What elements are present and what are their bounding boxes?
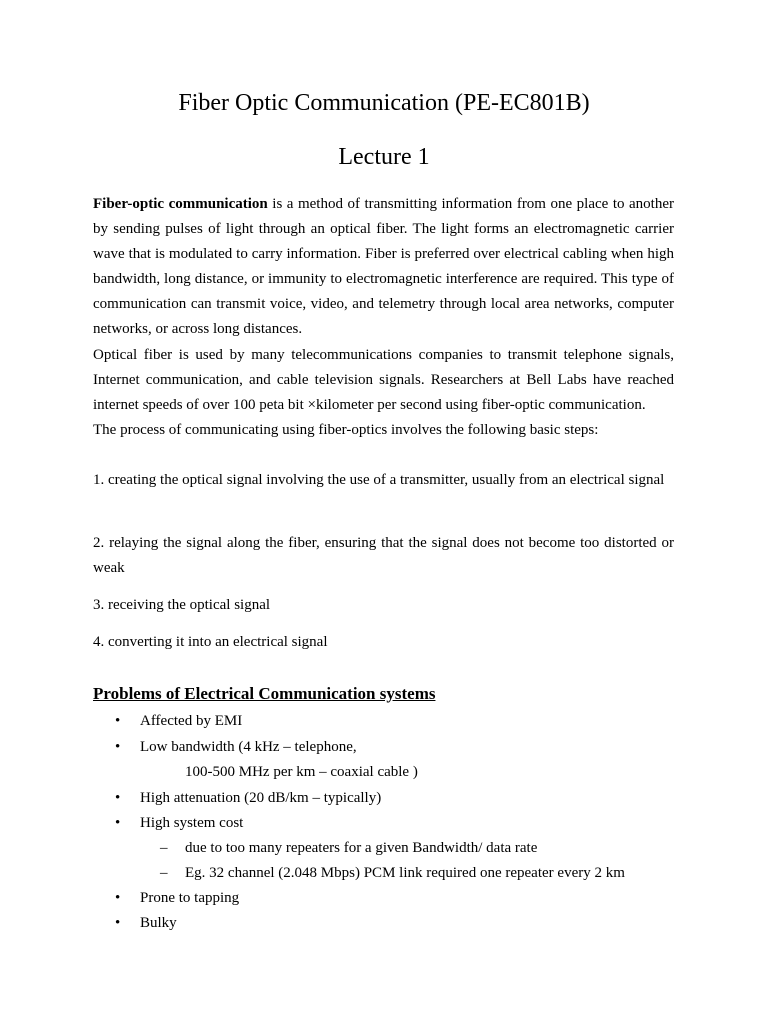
bullet-text: Low bandwidth (4 kHz – telephone, xyxy=(140,739,357,755)
dash-mark: – xyxy=(160,865,168,881)
intro-paragraph-3: The process of communicating using fiber-optics involves the following basic steps: xyxy=(93,421,599,438)
intro-paragraph-1 xyxy=(93,192,674,343)
dash-mark: – xyxy=(160,840,168,856)
document-title: Fiber Optic Communication (PE-EC801B) xyxy=(178,90,590,116)
sub-bullet-text: Eg. 32 channel (2.048 Mbps) PCM link required one repeater every 2 km xyxy=(185,865,625,881)
bullet-mark: • xyxy=(115,815,121,831)
intro-paragraph-2: Optical fiber is used by many telecommunications companies to transmit telephone signals, Internet communication, and cable television signals. Researchers at Bell Labs have reached internet speeds of over 100 peta bit ×kilometer per second using fiber-optic communication. xyxy=(93,346,674,413)
step-item: 2. relaying the signal along the fiber, ensuring that the signal does not become too distorted or weak xyxy=(93,535,674,576)
bullet-mark: • xyxy=(115,790,121,806)
bullet-mark: • xyxy=(115,915,121,931)
step-item: 1. creating the optical signal involving the use of a transmitter, usually from an electrical signal xyxy=(93,472,665,488)
bullet-text: High system cost xyxy=(140,815,244,831)
lecture-subtitle: Lecture 1 xyxy=(338,144,430,170)
bullet-mark: • xyxy=(115,890,121,906)
step-item: 4. converting it into an electrical signal xyxy=(93,634,328,650)
bullet-text: Affected by EMI xyxy=(140,713,243,729)
bullet-text: Prone to tapping xyxy=(140,890,240,906)
intro-term: Fiber-optic communication xyxy=(93,196,268,212)
step-item: 3. receiving the optical signal xyxy=(93,597,271,613)
intro-paragraph-1-text: is a method of transmitting information from one place to another by sending pulses of light through an optical fiber. The light forms an electromagnetic carrier wave that is modulated to carry information. Fiber is preferred over electrical cabling when high bandwidth, long distance, or immunity to electromagnetic interference are required. This type of communication can transmit voice, video, and telemetry through local area networks, computer networks, or across long distances. xyxy=(93,196,674,338)
bullet-text: High attenuation (20 dB/km – typically) xyxy=(140,790,382,806)
intro-section xyxy=(93,192,674,443)
bullet-mark: • xyxy=(115,739,121,755)
bullet-mark: • xyxy=(115,713,121,729)
bullet-continuation: 100-500 MHz per km – coaxial cable ) xyxy=(185,764,418,780)
sub-bullet-text: due to too many repeaters for a given Bandwidth/ data rate xyxy=(185,840,538,856)
problems-heading: Problems of Electrical Communication systems xyxy=(93,684,436,703)
bullet-text: Bulky xyxy=(140,915,177,931)
